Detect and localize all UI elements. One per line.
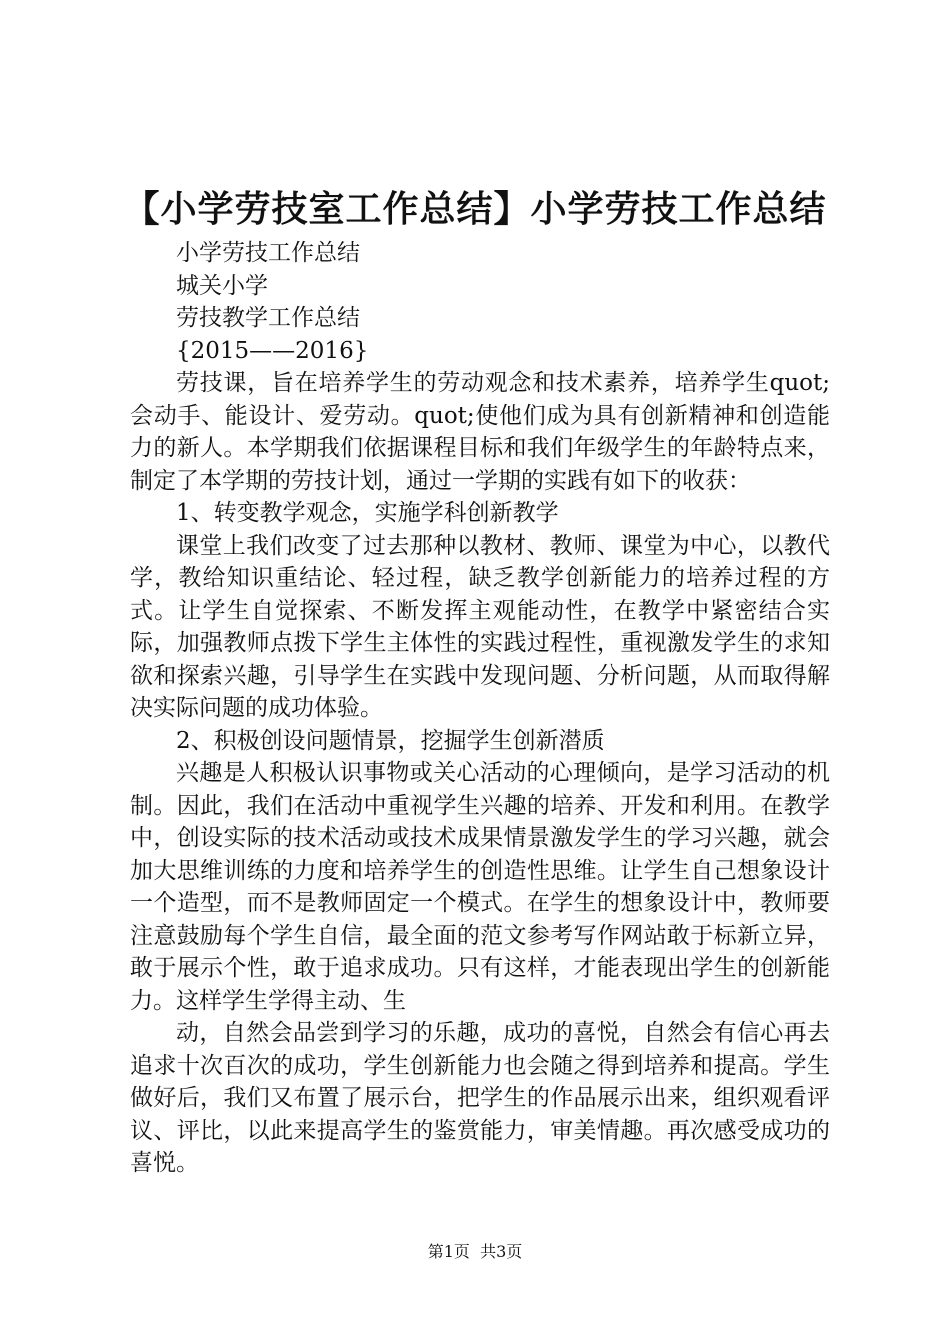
paragraph-heading: 劳技教学工作总结 xyxy=(176,305,360,331)
paragraph-intro: 劳技课，旨在培养学生的劳动观念和技术素养，培养学生quot;会动手、能设计、爱劳动。quot;使他们成为具有创新精神和创造能力的新人。本学期我们依据课程目标和我们年级学生的年龄特点来，制定了本学期的劳技计划，通过一学期的实践有如下的收获： xyxy=(130,370,830,494)
paragraph-section-1: 课堂上我们改变了过去那种以教材、教师、课堂为中心，以教代学，教给知识重结论、轻过程，缺乏教学创新能力的培养过程的方式。让学生自觉探索、不断发挥主观能动性，在教学中紧密结合实际，加强教师点拨下学生主体性的实践过程性，重视激发学生的求知欲和探索兴趣，引导学生在实践中发现问题、分析问题，从而取得解决实际问题的成功体验。 xyxy=(130,532,830,721)
paragraph-section-2: 兴趣是人积极认识事物或关心活动的心理倾向，是学习活动的机制。因此，我们在活动中重视学生兴趣的培养、开发和利用。在教学中，创设实际的技术活动或技术成果情景激发学生的学习兴趣，就会加大思维训练的力度和培养学生的创造性思维。让学生自己想象设计一个造型，而不是教师固定一个模式。在学生的想象设计中，教师要注意鼓励每个学生自信，最全面的范文参考写作网站敢于标新立异，敢于展示个性，敢于追求成功。只有这样，才能表现出学生的创新能力。这样学生学得主动、生 xyxy=(130,760,830,1014)
document-body xyxy=(130,237,830,1180)
paragraph-section-2-continued: 动，自然会品尝到学习的乐趣，成功的喜悦，自然会有信心再去追求十次百次的成功，学生创新能力也会随之得到培养和提高。学生做好后，我们又布置了展示台，把学生的作品展示出来，组织观看评议、评比，以此来提高学生的鉴赏能力，审美情趣。再次感受成功的喜悦。 xyxy=(130,1020,830,1176)
paragraph-year-range: {2015——2016} xyxy=(176,337,369,364)
document-title: 【小学劳技室工作总结】小学劳技工作总结 xyxy=(123,188,827,230)
paragraph-school: 城关小学 xyxy=(176,272,268,299)
page-number: 第1页 共3页 xyxy=(427,1242,523,1261)
paragraph-subtitle: 小学劳技工作总结 xyxy=(176,240,360,266)
section-heading-1: 1、转变教学观念，实施学科创新教学 xyxy=(176,500,559,526)
section-heading-2: 2、积极创设问题情景，挖掘学生创新潜质 xyxy=(176,727,605,754)
